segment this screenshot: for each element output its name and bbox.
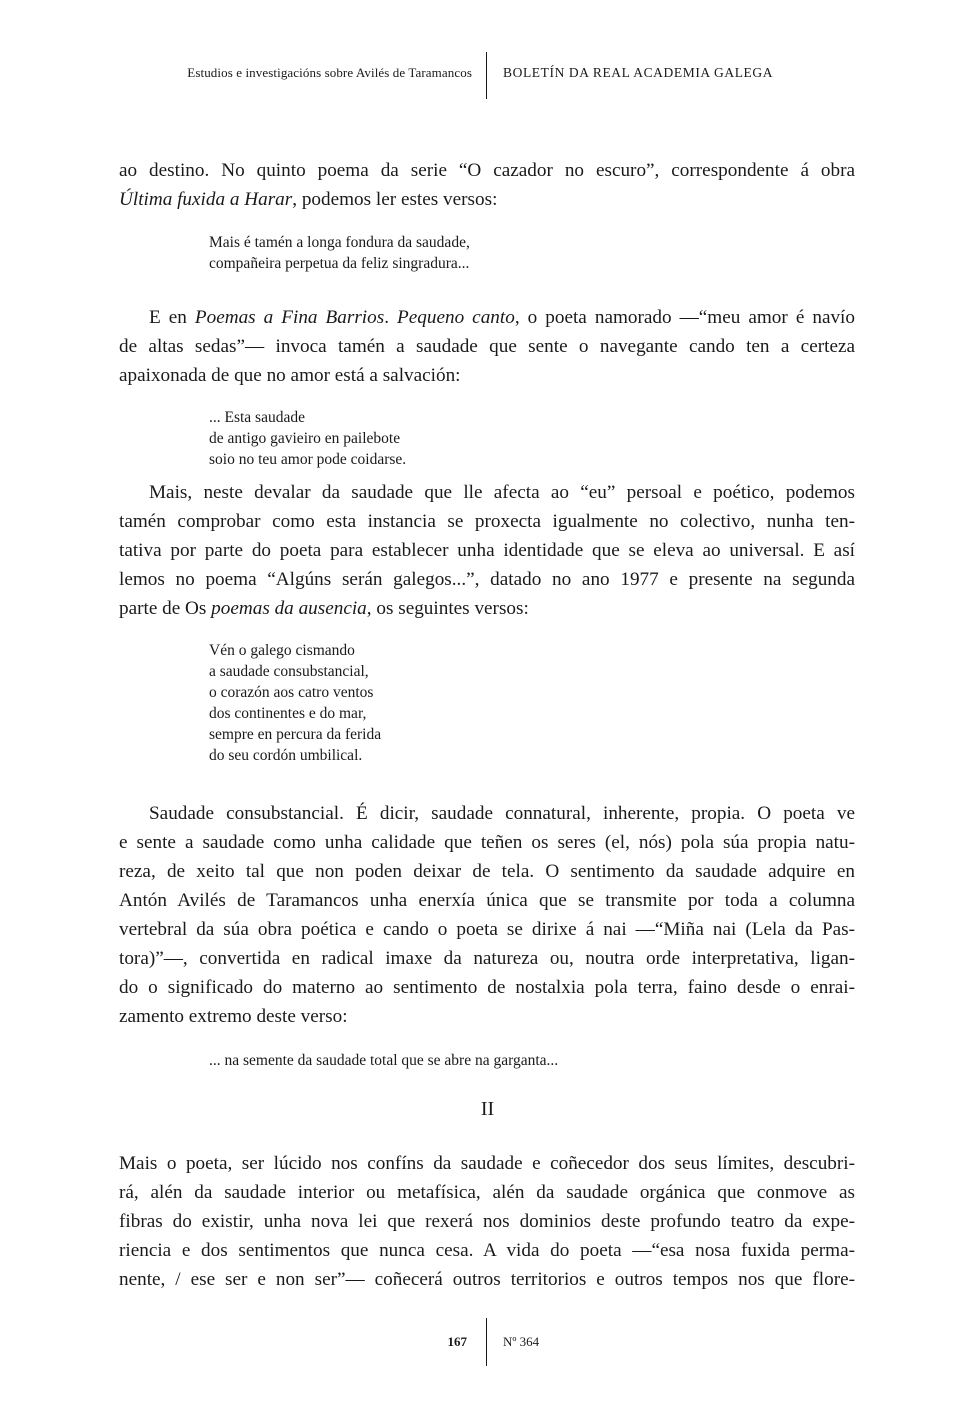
text-line: riencia e dos sentimentos que nunca cesa. A vida do poeta —“esa nosa fuxida perma- (119, 1240, 855, 1261)
verse-line: ... na semente da saudade total que se abre na garganta... (209, 1052, 559, 1069)
work-title: Poemas a Fina Barrios (194, 307, 385, 328)
footer-divider (486, 1318, 487, 1366)
text-run: E en (149, 307, 195, 328)
verse-quote-4 (209, 1050, 558, 1071)
verse-line: compañeira perpetua da feliz singradura... (209, 255, 470, 272)
header-divider (486, 52, 487, 99)
paragraph-4 (119, 799, 855, 1031)
text-run: , o poeta namorado —“meu amor é navío (514, 307, 855, 328)
page-number: 167 (447, 1334, 467, 1349)
verse-line: sempre en percura da ferida (209, 726, 382, 743)
section-heading: II (480, 1098, 495, 1120)
verse-quote-1 (209, 232, 470, 274)
verse-line: dos continentes e do mar, (209, 705, 367, 722)
text-line: reza, de xeito tal que non poden deixar de tela. O sentimento da saudade adquire en (119, 861, 855, 882)
header-journal-title: BOLETÍN DA REAL ACADEMIA GALEGA (503, 65, 774, 80)
verse-line: soio no teu amor pode coidarse. (209, 451, 407, 468)
text-line: do o significado do materno ao sentimento de nostalxia pola terra, faino desde o enrai- (119, 977, 855, 998)
verse-quote-3 (209, 640, 381, 766)
text-run: , os seguintes versos: (366, 598, 529, 619)
text-run: parte de Os (119, 598, 212, 619)
text-line: tora)”—, convertida en radical imaxe da natureza ou, noutra orde interpretativa, ligan- (119, 948, 855, 969)
text-line: Saudade consubstancial. É dicir, saudade connatural, inherente, propia. O poeta ve (149, 803, 855, 824)
verse-line: Vén o galego cismando (209, 642, 355, 659)
paragraph-3 (119, 478, 855, 623)
paragraph-2 (119, 303, 855, 390)
verse-line: o corazón aos catro ventos (209, 684, 374, 701)
text-line: Mais o poeta, ser lúcido nos confíns da saudade e coñecedor dos seus límites, descubri- (119, 1153, 855, 1174)
verse-line: Mais é tamén a longa fondura da saudade, (209, 234, 470, 251)
text-line: Mais, neste devalar da saudade que lle afecta ao “eu” persoal e poético, podemos (149, 482, 855, 503)
text-line: de altas sedas”— invoca tamén a saudade que sente o navegante cando ten a certeza (119, 336, 855, 357)
text-line (119, 594, 855, 623)
verse-quote-2 (209, 407, 406, 470)
text-line: e sente a saudade como unha calidade que teñen os seres (el, nós) pola súa propia natu- (119, 832, 855, 853)
work-title: Última fuxida a Harar (119, 189, 293, 210)
text-line: Antón Avilés de Taramancos unha enerxía única que se transmite por toda a columna (119, 890, 855, 911)
text-line: tativa por parte do poeta para establecer unha identidade que se eleva ao universal. E así (119, 540, 855, 561)
verse-line: do seu cordón umbilical. (209, 747, 363, 764)
text-line: tamén comprobar como esta instancia se proxecta igualmente no colectivo, nunha ten- (119, 511, 855, 532)
text-run: . (384, 307, 398, 328)
running-footer (0, 1318, 975, 1366)
verse-line: ... Esta saudade (209, 409, 305, 426)
work-title: poemas da ausencia (211, 598, 367, 619)
text-line: nente, / ese ser e non ser”— coñecerá outros territorios e outros tempos nos que flore- (119, 1269, 855, 1290)
paragraph-1 (119, 156, 855, 214)
header-article-title: Estudios e investigacións sobre Avilés de Taramancos (187, 65, 472, 80)
issue-number: Nº 364 (503, 1334, 540, 1349)
text-run: , podemos ler estes versos: (292, 189, 498, 210)
text-line: fibras do existir, unha nova lei que rexerá nos dominios deste profundo teatro da expe- (119, 1211, 855, 1232)
text-line: zamento extremo deste verso: (119, 1006, 348, 1027)
text-line (119, 185, 855, 214)
text-line: lemos no poema “Algúns serán galegos...”, datado no ano 1977 e presente na segunda (119, 569, 855, 590)
text-line: apaixonada de que no amor está a salvación: (119, 365, 461, 386)
text-line: rá, alén da saudade interior ou metafísica, alén da saudade orgánica que conmove as (119, 1182, 855, 1203)
text-line: ao destino. No quinto poema da serie “O cazador no escuro”, correspondente á obra (119, 160, 855, 181)
work-title: Pequeno canto (397, 307, 515, 328)
text-line (119, 303, 855, 332)
verse-line: de antigo gavieiro en pailebote (209, 430, 401, 447)
paragraph-5 (119, 1149, 855, 1294)
text-line: vertebral da súa obra poética e cando o poeta se dirixe á nai —“Miña nai (Lela da Pas- (119, 919, 855, 940)
running-header (0, 52, 975, 100)
verse-line: a saudade consubstancial, (209, 663, 369, 680)
